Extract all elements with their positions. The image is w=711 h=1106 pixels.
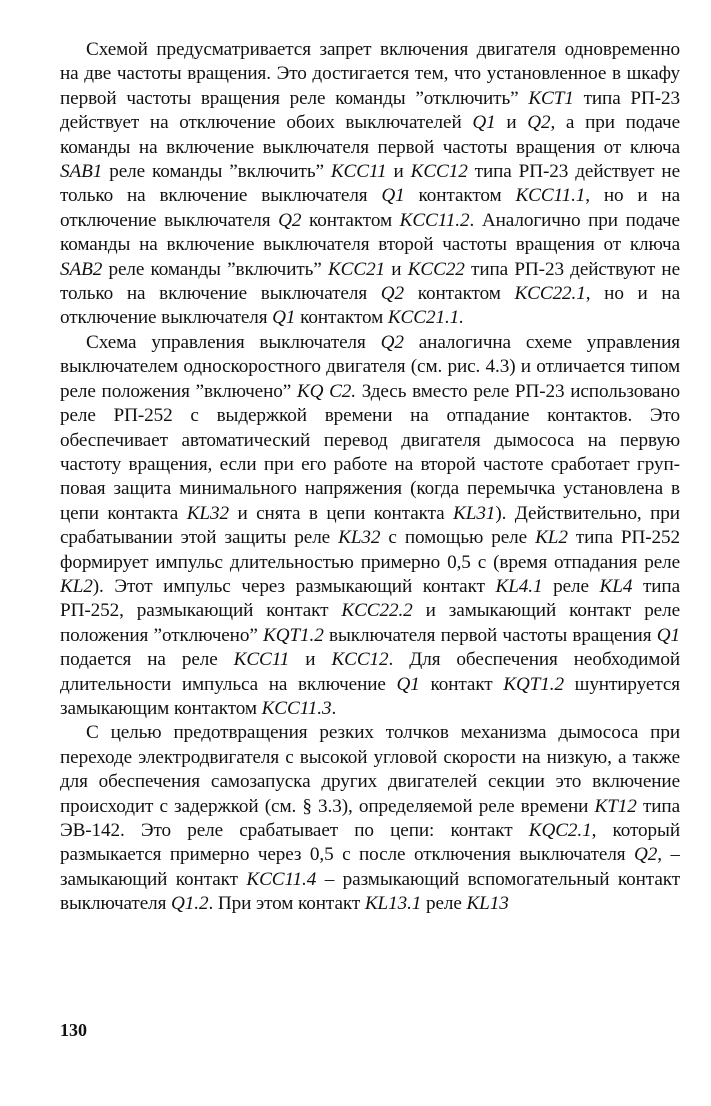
designation-text: KL32 (186, 502, 229, 524)
body-text: и (386, 161, 411, 183)
designation-text: KL32 (338, 527, 381, 549)
body-text: . Аналогично при подаче команды на включение выключателя второй частоты вращения от ключа (60, 209, 680, 256)
designation-text: KCC11.1 (515, 185, 586, 207)
designation-text: KCC11.2 (399, 209, 470, 231)
body-text: . Для обеспечения необходимой длительности импульса на включение (60, 649, 680, 695)
designation-text: KL2 (60, 575, 93, 597)
body-text: типа РП-23 действует на отключение обоих выключателей (60, 87, 680, 134)
body-text: , но и на отключение выключателя (60, 283, 680, 329)
designation-text: KL13.1 (364, 893, 422, 915)
body-text: контактом (404, 185, 516, 207)
designation-text: Q1 (381, 185, 405, 207)
designation-text: KT12 (594, 795, 637, 817)
designation-text: KCC11 (330, 161, 387, 183)
designation-text: KQT1.2 (503, 673, 564, 695)
designation-text: KCC21 (327, 258, 386, 280)
paragraph-1 (60, 38, 680, 331)
body-text: , но и на отключение выключателя (60, 185, 680, 231)
body-text: Схемой предусматривается запрет включения двигателя одновременно на две частоты вращения. Это достигается тем, что установленное в шкафу первой частоты вращения реле команды ”отключить” (60, 39, 680, 109)
body-text: контактом (295, 307, 388, 329)
designation-text: KCC11.4 (246, 868, 317, 890)
body-text: ). Действительно, при срабатывании этой защиты реле (60, 502, 680, 549)
body-text: с помощью реле (380, 527, 536, 549)
designation-text: Q2 (634, 844, 658, 866)
designation-text: KCC12 (410, 161, 468, 183)
designation-text: Q2 (380, 283, 405, 305)
body-text: типа РП-252, размыкающий контакт (60, 575, 680, 622)
designation-text: Q1 (396, 673, 420, 695)
body-text: , а при подаче команды на включение выключателя первой частоты вращения от ключа (60, 112, 680, 158)
page-number: 130 (60, 1020, 87, 1040)
designation-text: Q1 (472, 112, 496, 134)
designation-text: KL13 (466, 893, 509, 915)
designation-text: Q2 (527, 112, 551, 134)
body-text: , который размыкается примерно через 0,5 с после отключения выключателя (60, 820, 680, 866)
designation-text: Q1 (272, 307, 296, 329)
designation-text: KL4.1 (495, 575, 543, 597)
body-text: контактом (404, 283, 515, 305)
body-text: типа РП-23 действует не только на включение выключателя (60, 161, 680, 207)
body-text: контактом (301, 209, 400, 231)
body-text: – размыкающий вспомогательный контакт выключателя (60, 868, 680, 915)
designation-text: Q2 (380, 331, 404, 353)
designation-text: KCC12 (331, 649, 389, 671)
body-text: и (495, 112, 528, 134)
body-text: аналогична схеме управления выключателем односкоростного двигателя (см. рис. 4.3) и отличается типом реле положения ”включено” (60, 331, 680, 402)
body-text: реле команды ”включить” (102, 161, 331, 183)
designation-text: KCT1 (528, 87, 574, 109)
body-text: контакт (419, 673, 504, 695)
body-text: и снята в цепи контакта (228, 502, 454, 524)
designation-text: KQT1.2 (263, 624, 324, 646)
designation-text: KCC22.2 (341, 600, 413, 622)
designation-text: KQC2.1 (528, 820, 592, 841)
body-text: реле команды ”включить” (102, 258, 328, 280)
designation-text: KCC22.1 (514, 283, 586, 305)
designation-text: Q2 (278, 209, 302, 231)
designation-text: KCC22 (407, 258, 465, 280)
designation-text: Q1.2 (171, 893, 209, 915)
body-text: , – замыкающий контакт (60, 844, 680, 890)
body-text: типа РП-252 формирует импульс длительностью примерно 0,5 с (время отпадания реле (60, 527, 680, 573)
body-text: и (289, 649, 332, 671)
designation-text: KL31 (453, 502, 496, 524)
body-text: . При этом контакт (208, 893, 365, 915)
body-text: типа РП-23 действуют не только на включение выключателя (60, 258, 680, 305)
body-text: подается на реле (60, 649, 234, 671)
designation-text: KCC21.1. (387, 307, 464, 329)
designation-text: KCC11.3 (261, 697, 332, 719)
body-text: шунтируется замыкающим контактом (60, 673, 680, 719)
body-text: реле (421, 893, 467, 915)
paragraph-2 (60, 331, 680, 722)
designation-text: KL4 (599, 575, 633, 597)
body-text: и замыкающий контакт реле положения ”отключено” (60, 600, 680, 646)
document-page (60, 38, 680, 1098)
designation-text: Q1 (656, 624, 680, 646)
paragraph-3 (60, 721, 680, 916)
body-text: Здесь вместо реле РП-23 использовано реле РП-252 с выдержкой времени на отпадание контактов. Это обеспечивает автоматический перевод двигателя дымососа на первую частоту вращения, если при его работе на второй частоте сработает групповая защита минимального напряжения (когда перемычка установлена в цепи контакта (60, 380, 680, 524)
body-text: реле (542, 575, 600, 597)
designation-text: SAB2 (60, 258, 103, 280)
body-text: . (331, 697, 337, 719)
body-text: выключателя первой частоты вращения (323, 624, 657, 646)
body-text: ). Этот импульс через размыкающий контакт (92, 575, 496, 597)
body-text: типа ЭВ-142. Это реле срабатывает по цепи: контакт (60, 795, 680, 841)
designation-text: KQ C2. (296, 380, 356, 402)
designation-text: KL2 (535, 527, 568, 549)
body-text: и (385, 258, 408, 280)
body-text: С целью предотвращения резких толчков механизма дымососа при переходе электродвигателя с высокой угловой скорости на низкую, а также для обеспечения самозапуска других двигателей секции это включение происходит с задержкой (см. § 3.3), определяемой реле времени (60, 722, 680, 817)
body-text: Схема управления выключателя (86, 331, 381, 353)
designation-text: SAB1 (60, 161, 103, 183)
designation-text: KCC11 (233, 649, 290, 671)
